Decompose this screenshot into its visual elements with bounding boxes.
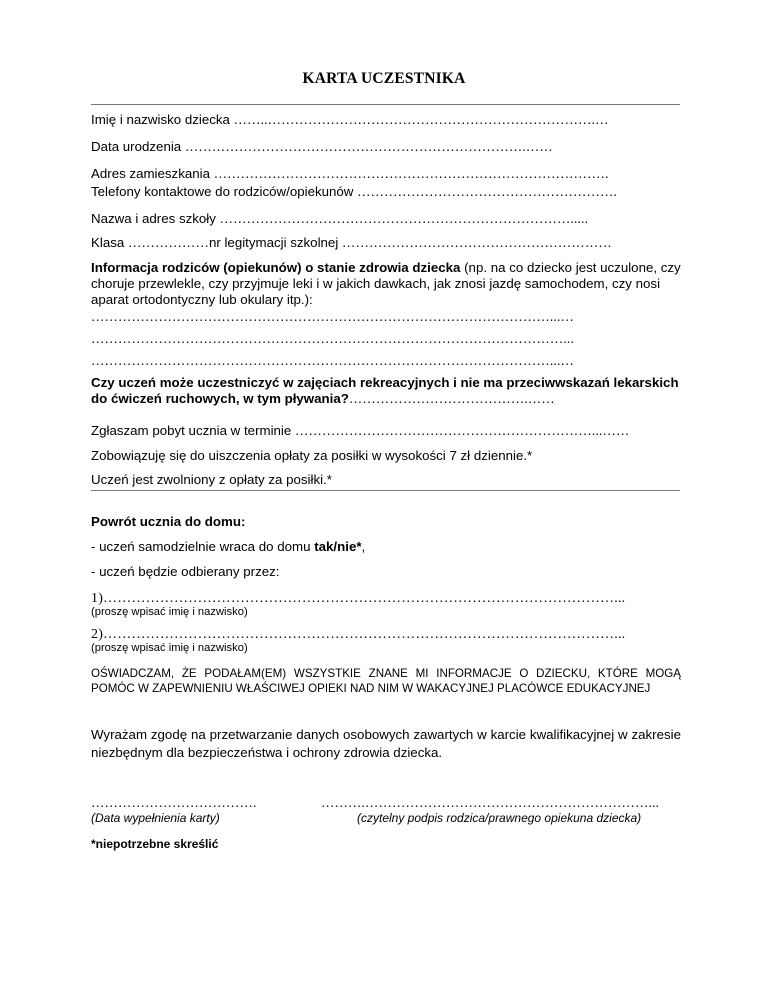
stay-period-blank: …………………………………………………………...…… bbox=[294, 423, 630, 438]
pickup-person-2-hint: (proszę wpisać imię i nazwisko) bbox=[91, 642, 248, 654]
phones-blank: …………………………………………………. bbox=[357, 184, 618, 199]
parent-signature-blank[interactable]: ……….………………………………………………………... bbox=[321, 795, 660, 810]
activities-question-text: Czy uczeń może uczestniczyć w zajęciach rekreacyjnych i nie ma przeciwwskazań lekarskich do ćwiczeń ruchowych, w tym pływania? bbox=[91, 375, 679, 406]
class-field[interactable] bbox=[91, 234, 681, 251]
page-title: KARTA UCZESTNIKA bbox=[302, 70, 466, 87]
health-info-description: (np. na co dziecko jest uczulone, czy choruje przewlekle, czy przyjmuje leki i w jakich dawkach, jak znosi jazdę samochodem, czy nosi aparat ortodontyczny lub okulary itp.): bbox=[91, 260, 681, 307]
stay-period-field[interactable] bbox=[91, 422, 681, 439]
child-name-label: Imię i nazwisko dziecka bbox=[91, 112, 230, 127]
health-info-blank-1[interactable]: …………………………………………………………………………………………...… bbox=[91, 309, 574, 324]
stay-period-label: Zgłaszam pobyt ucznia w terminie bbox=[91, 423, 292, 438]
pickup-label: - uczeń będzie odbierany przez: bbox=[91, 564, 280, 579]
return-alone-label: - uczeń samodzielnie wraca do domu bbox=[91, 539, 315, 554]
top-divider bbox=[91, 104, 680, 105]
return-home-heading: Powrót ucznia do domu: bbox=[91, 514, 246, 529]
activities-answer-blank: ………………………………….…… bbox=[348, 391, 555, 406]
health-info-heading: Informacja rodziców (opiekunów) o stanie zdrowia dziecka bbox=[91, 260, 461, 275]
consent-text: Wyrażam zgodę na przetwarzanie danych osobowych zawartych w karcie kwalifikacyjnej w zakresie niezbędnym dla bezpieczeństwa i ochrony zdrowia dziecka. bbox=[91, 727, 681, 760]
health-info-blank-3[interactable]: …………………………………………………………………………………………...… bbox=[91, 353, 574, 368]
pickup-person-1-hint: (proszę wpisać imię i nazwisko) bbox=[91, 606, 248, 618]
school-blank: ……………………………………………………………………..... bbox=[219, 211, 589, 226]
return-alone-suffix: , bbox=[361, 539, 366, 554]
address-blank: ……………………………………………………………………………. bbox=[213, 166, 609, 181]
birth-date-field[interactable] bbox=[91, 138, 681, 155]
fill-date-label: (Data wypełnienia karty) bbox=[91, 811, 220, 825]
child-name-field[interactable] bbox=[91, 111, 681, 128]
child-name-blank: ……..……………………………………………………………….… bbox=[233, 112, 609, 127]
student-id-blank: …………………………………………………… bbox=[341, 235, 612, 250]
footnote: *niepotrzebne skreślić bbox=[91, 837, 219, 851]
birth-date-label: Data urodzenia bbox=[91, 139, 182, 154]
pickup-person-1-field[interactable]: 1)………………………………………………………………………………………………... bbox=[91, 591, 626, 606]
declaration-text: OŚWIADCZAM, ŻE PODAŁAM(EM) WSZYSTKIE ZNANE MI INFORMACJE O DZIECKU, KTÓRE MOGĄ POMÓC W ZAPEWNIENIU WŁAŚCIWEJ OPIEKI NAD NIM W WAKACYJNEJ PLACÓWCE EDUKACYJNEJ bbox=[91, 667, 681, 695]
payment-exempt-statement: Uczeń jest zwolniony z opłaty za posiłki.* bbox=[91, 472, 332, 487]
class-blank: ……………… bbox=[127, 235, 209, 250]
address-field[interactable] bbox=[91, 165, 681, 182]
class-label: Klasa bbox=[91, 235, 125, 250]
middle-divider bbox=[91, 490, 680, 491]
pickup-person-2-field[interactable]: 2)………………………………………………………………………………………………... bbox=[91, 627, 626, 642]
return-alone-choice: tak/nie* bbox=[314, 539, 362, 554]
school-field[interactable] bbox=[91, 210, 681, 227]
fill-date-blank[interactable]: ………………………………. bbox=[91, 795, 257, 810]
student-id-label: nr legitymacji szkolnej bbox=[208, 235, 339, 250]
birth-date-blank: ………………………………………………………………….…… bbox=[184, 139, 553, 154]
return-alone-option[interactable] bbox=[91, 538, 681, 555]
payment-statement: Zobowiązuję się do uiszczenia opłaty za posiłki w wysokości 7 zł dziennie.* bbox=[91, 448, 533, 463]
phones-field[interactable] bbox=[91, 183, 681, 200]
activities-question[interactable] bbox=[91, 375, 681, 407]
health-info-label bbox=[91, 260, 681, 308]
phones-label: Telefony kontaktowe do rodziców/opiekunów bbox=[91, 184, 354, 199]
address-label: Adres zamieszkania bbox=[91, 166, 210, 181]
school-label: Nazwa i adres szkoły bbox=[91, 211, 216, 226]
health-info-blank-2[interactable]: ……………………………………………………………………………………………... bbox=[91, 331, 574, 346]
parent-signature-label: (czytelny podpis rodzica/prawnego opiekuna dziecka) bbox=[357, 811, 642, 825]
